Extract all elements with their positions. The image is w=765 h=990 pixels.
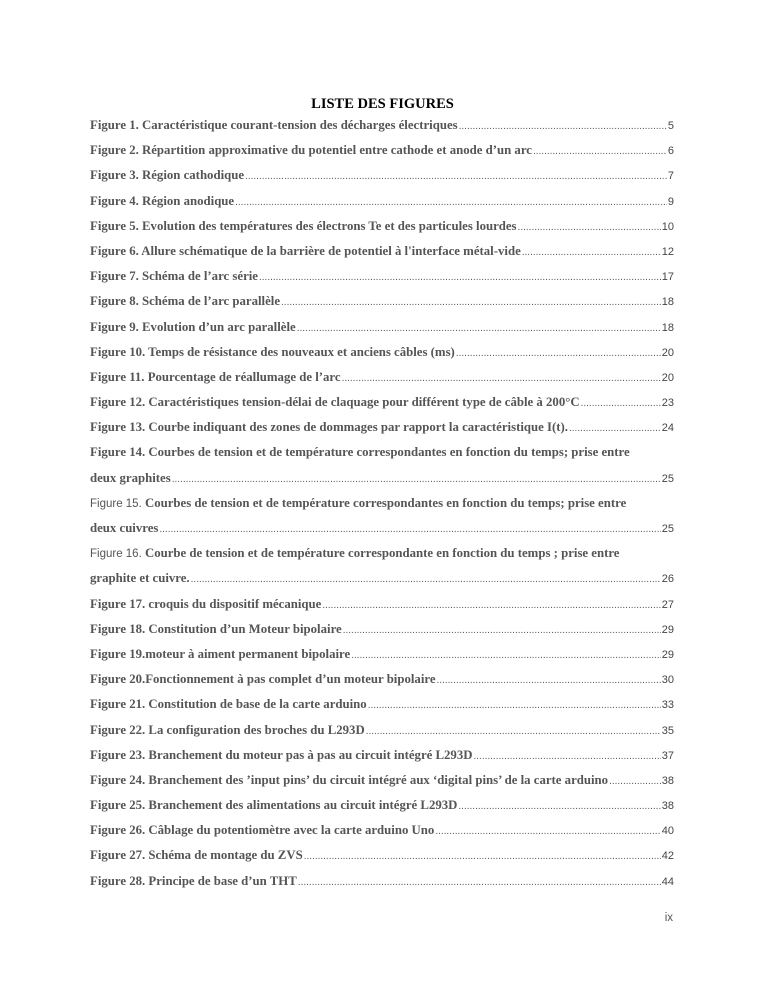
figure-entry-page: 18 <box>661 296 674 309</box>
dot-leader <box>245 171 667 182</box>
figure-entry[interactable] <box>90 219 674 244</box>
figure-entry[interactable] <box>90 622 674 647</box>
figure-entry-title: Figure 19.moteur à aiment permanent bipolaire <box>90 646 351 661</box>
figure-entry[interactable] <box>90 143 674 168</box>
figure-entry-page: 29 <box>661 623 674 636</box>
figure-entry-page: 38 <box>661 800 674 813</box>
figure-entry[interactable] <box>90 571 674 596</box>
figure-entry[interactable] <box>90 269 674 294</box>
dot-leader <box>298 877 661 888</box>
figure-entry-page: 6 <box>667 145 674 158</box>
figure-entry-title: Figure 11. Pourcentage de réallumage de l’arc <box>90 369 341 384</box>
figure-entry-title: Figure 5. Evolution des températures des électrons Te et des particules lourdes <box>90 218 517 233</box>
dot-leader <box>581 398 661 409</box>
figure-entry[interactable] <box>90 420 674 445</box>
figure-entry[interactable] <box>90 471 674 496</box>
figure-entry[interactable] <box>90 773 674 798</box>
dot-leader <box>473 751 660 762</box>
figure-entry-page: 25 <box>661 472 674 485</box>
dot-leader <box>458 801 660 812</box>
figure-entry-title: Figure 13. Courbe indiquant des zones de dommages par rapport la caractéristique I(t). <box>90 420 568 435</box>
figure-entry[interactable] <box>90 168 674 193</box>
figure-entry-title: Figure 21. Constitution de base de la carte arduino <box>90 697 367 712</box>
figure-entry-title: Figure 2. Répartition approximative du potentiel entre cathode et anode d’un arc <box>90 143 532 158</box>
dot-leader <box>435 826 660 837</box>
figure-entry-page: 9 <box>667 195 674 208</box>
figure-entry-page: 29 <box>661 648 674 661</box>
figure-entry-caption: Courbe de tension et de température correspondante en fonction du temps ; prise entre <box>141 546 620 561</box>
dot-leader <box>172 474 661 485</box>
figure-entry[interactable] <box>90 395 674 420</box>
dot-leader <box>343 625 661 636</box>
figure-entry-page: 20 <box>661 346 674 359</box>
figure-entry[interactable] <box>90 874 674 899</box>
dot-leader <box>259 272 661 283</box>
figure-entry[interactable] <box>90 194 674 219</box>
figure-entry[interactable] <box>90 345 674 370</box>
figure-entry-page: 24 <box>661 422 674 435</box>
figure-entry-title: Figure 12. Caractéristiques tension-délai de claquage pour différent type de câble à 200°C <box>90 395 580 410</box>
figure-entry-page: 20 <box>661 371 674 384</box>
figure-entry[interactable] <box>90 244 674 269</box>
figure-entry[interactable] <box>90 723 674 748</box>
figure-entry-title <box>90 496 626 511</box>
figure-entry-title: Figure 17. croquis du dispositif mécanique <box>90 596 322 611</box>
figure-entry-title: Figure 8. Schéma de l’arc parallèle <box>90 294 281 309</box>
figure-entry-title: Figure 24. Branchement des ’input pins’ du circuit intégré aux ‘digital pins’ de la carte arduino <box>90 772 609 787</box>
figure-entry-title <box>90 546 619 561</box>
dot-leader <box>609 776 661 787</box>
dot-leader <box>281 297 661 308</box>
dot-leader <box>159 524 660 535</box>
figure-entry[interactable] <box>90 445 674 470</box>
figure-entry-page: 26 <box>661 573 674 586</box>
dot-leader <box>351 650 661 661</box>
dot-leader <box>456 348 661 359</box>
dot-leader <box>322 600 660 611</box>
figure-entry-page: 33 <box>661 699 674 712</box>
figure-entry[interactable] <box>90 823 674 848</box>
figure-entry-page: 27 <box>661 598 674 611</box>
figure-entry[interactable] <box>90 672 674 697</box>
figure-entry-page: 12 <box>661 245 674 258</box>
figure-entry[interactable] <box>90 521 674 546</box>
figure-entry-prefix: Figure 15. <box>90 497 142 510</box>
figure-entry-page: 7 <box>667 170 674 183</box>
figure-entry[interactable] <box>90 320 674 345</box>
dot-leader <box>235 197 667 208</box>
figure-entry-page: 44 <box>661 875 674 888</box>
figure-entry-page: 23 <box>661 397 674 410</box>
figure-entry-title: Figure 22. La configuration des broches du L293D <box>90 722 365 737</box>
dot-leader <box>368 700 661 711</box>
figure-entry-title: Figure 20.Fonctionnement à pas complet d’un moteur bipolaire <box>90 672 436 687</box>
dot-leader <box>569 423 661 434</box>
page-number: ix <box>664 912 673 924</box>
figure-entry[interactable] <box>90 370 674 395</box>
figure-entry[interactable] <box>90 597 674 622</box>
figure-entry[interactable] <box>90 294 674 319</box>
figure-entry-title: Figure 3. Région cathodique <box>90 168 245 183</box>
dot-leader <box>437 675 661 686</box>
dot-leader <box>518 222 661 233</box>
figure-entry-page: 42 <box>661 850 674 863</box>
figure-entry-title: deux cuivres <box>90 521 159 535</box>
figure-entry-page: 5 <box>667 120 674 132</box>
figure-entry-title: Figure 9. Evolution d’un arc parallèle <box>90 319 296 334</box>
figure-list <box>90 118 674 899</box>
figure-entry[interactable] <box>90 697 674 722</box>
figure-entry-page: 30 <box>661 674 674 687</box>
figure-entry-page: 10 <box>661 220 674 233</box>
figure-entry-page: 17 <box>661 271 674 284</box>
figure-entry[interactable] <box>90 798 674 823</box>
figure-entry-title: Figure 28. Principe de base d’un THT <box>90 873 297 888</box>
dot-leader <box>342 373 661 384</box>
figure-entry-title: Figure 27. Schéma de montage du ZVS <box>90 848 303 863</box>
figure-entry-title: Figure 7. Schéma de l’arc série <box>90 269 258 284</box>
figure-entry-title: Figure 1. Caractéristique courant-tension des décharges électriques <box>90 118 458 132</box>
figure-entry[interactable] <box>90 496 674 521</box>
figure-entry[interactable] <box>90 118 674 143</box>
figure-entry-title: Figure 26. Câblage du potentiomètre avec la carte arduino Uno <box>90 823 435 838</box>
figure-entry-page: 25 <box>661 523 674 535</box>
figure-entry-title: Figure 10. Temps de résistance des nouveaux et anciens câbles (ms) <box>90 344 455 359</box>
figure-entry-title: Figure 18. Constitution d’un Moteur bipolaire <box>90 621 342 636</box>
dot-leader <box>191 574 661 585</box>
dot-leader <box>304 851 661 862</box>
figure-entry[interactable] <box>90 647 674 672</box>
dot-leader <box>297 323 661 334</box>
figure-entry-page: 38 <box>661 774 674 787</box>
dot-leader <box>522 247 661 258</box>
figure-entry-page: 18 <box>661 321 674 334</box>
figure-entry[interactable] <box>90 546 674 571</box>
figure-entry[interactable] <box>90 748 674 773</box>
page-title: LISTE DES FIGURES <box>311 96 454 112</box>
figure-entry-title: deux graphites <box>90 470 171 485</box>
figure-entry-title: Figure 6. Allure schématique de la barrière de potentiel à l'interface métal-vide <box>90 243 521 258</box>
figure-entry-title: Figure 23. Branchement du moteur pas à pas au circuit intégré L293D <box>90 747 473 762</box>
figure-entry-title: Figure 14. Courbes de tension et de température correspondantes en fonction du temps; prise entre <box>90 445 630 460</box>
figure-entry-title: graphite et cuivre. <box>90 571 190 586</box>
dot-leader <box>459 121 667 132</box>
figure-entry-page: 40 <box>661 825 674 838</box>
figure-entry-prefix: Figure 16. <box>90 548 142 561</box>
dot-leader <box>366 726 661 737</box>
dot-leader <box>533 146 667 157</box>
figure-entry-caption: Courbes de tension et de température correspondantes en fonction du temps; prise entre <box>141 495 627 510</box>
figure-entry-title: Figure 4. Région anodique <box>90 193 235 208</box>
figure-entry-page: 35 <box>661 724 674 737</box>
figure-entry-title: Figure 25. Branchement des alimentations au circuit intégré L293D <box>90 798 458 813</box>
figure-entry[interactable] <box>90 848 674 873</box>
figure-entry-page: 37 <box>661 749 674 762</box>
